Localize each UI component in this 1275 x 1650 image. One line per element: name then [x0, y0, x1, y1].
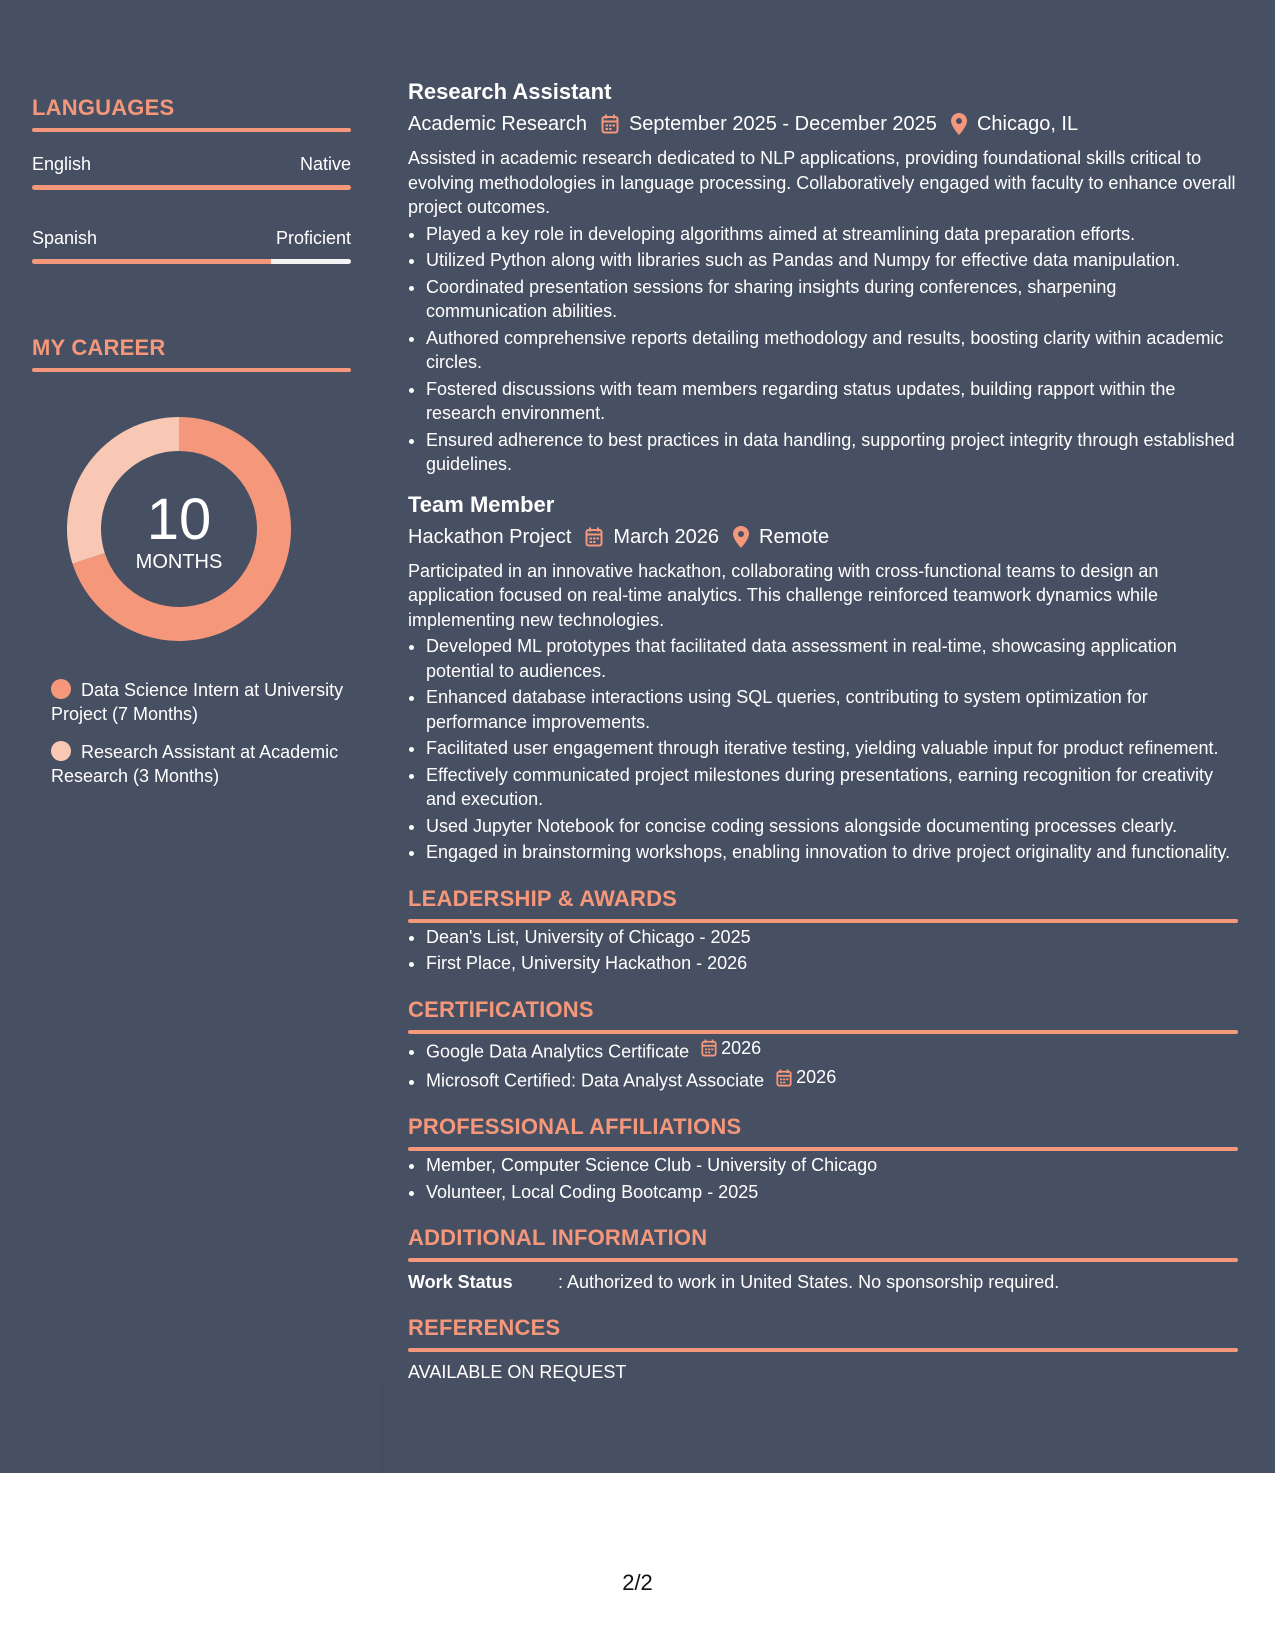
- leadership-section: [408, 885, 1238, 976]
- calendar-icon: [585, 527, 603, 547]
- language-item: [32, 226, 351, 264]
- job-location: Remote: [759, 525, 830, 548]
- list-item: • Played a key role in developing algorithms aimed at streamlining data preparation efforts.: [426, 222, 1238, 247]
- job-bullets: [408, 222, 1238, 477]
- job-title: Team Member: [408, 491, 555, 517]
- career-total: 10: [146, 487, 212, 552]
- list-item: • Effectively communicated project milestones during presentations, earning recognition for creativity and execution.: [426, 763, 1238, 812]
- list-item: [426, 1065, 1238, 1093]
- left-column: [32, 94, 351, 788]
- section-title: PROFESSIONAL AFFILIATIONS: [408, 1114, 742, 1139]
- job-description: Assisted in academic research dedicated to NLP applications, providing foundational skills critical to evolving methodologies in language processing. Collaboratively engaged with faculty to enhance overall project outcomes.: [408, 148, 1236, 217]
- location-pin-icon: [733, 526, 749, 548]
- section-rule: [408, 1348, 1238, 1352]
- language-bar: [32, 185, 351, 190]
- references-section: [408, 1314, 1238, 1384]
- language-item: [32, 152, 351, 190]
- legend-label: Research Assistant at Academic Research (3 Months): [51, 742, 339, 786]
- work-status-row: [408, 1270, 1238, 1294]
- list-item: [426, 1036, 1238, 1064]
- job-description: Participated in an innovative hackathon, collaborating with cross-functional teams to design an application focused on real-time analytics. This challenge reinforced teamwork dynamics while implementing new technologies.: [408, 560, 1159, 630]
- list-item: • First Place, University Hackathon - 2026: [426, 951, 1238, 976]
- certifications-list: [408, 1036, 1238, 1094]
- affiliations-section: [408, 1113, 1238, 1204]
- list-item: • Coordinated presentation sessions for sharing insights during conferences, sharpening communication abilities.: [426, 275, 1238, 324]
- page-number: 2/2: [622, 1570, 653, 1595]
- job-bullets: [408, 634, 1238, 865]
- certifications-section: [408, 996, 1238, 1094]
- list-item: • Facilitated user engagement through iterative testing, yielding valuable input for product refinement.: [426, 736, 1238, 761]
- language-name: English: [32, 154, 92, 174]
- job-meta: [408, 110, 1238, 138]
- section-rule: [408, 1147, 1238, 1151]
- language-bar-fill: [32, 259, 271, 264]
- job-entry: [408, 491, 1238, 865]
- location-pin-icon: [951, 113, 967, 135]
- language-bar: [32, 259, 351, 264]
- calendar-icon: [701, 1039, 717, 1057]
- legend-dot: [51, 741, 71, 761]
- list-item: • Ensured adherence to best practices in data handling, supporting project integrity through established guidelines.: [426, 428, 1238, 477]
- language-name: Spanish: [32, 228, 98, 248]
- job-org: Academic Research: [408, 113, 587, 135]
- calendar-icon: [776, 1069, 792, 1087]
- language-level: Proficient: [275, 228, 351, 248]
- section-title: REFERENCES: [408, 1315, 561, 1340]
- additional-section: [408, 1224, 1238, 1294]
- column-divider: [382, 1380, 383, 1473]
- list-item: • Authored comprehensive reports detailing methodology and results, boosting clarity within academic circles.: [426, 326, 1238, 375]
- language-level: Native: [299, 154, 351, 174]
- cert-year: 2026: [721, 1037, 762, 1058]
- list-item: • Dean's List, University of Chicago - 2025: [426, 925, 1238, 950]
- languages-section: [32, 94, 351, 264]
- right-column: [408, 78, 1238, 1384]
- list-item: • Enhanced database interactions using SQL queries, contributing to system optimization for performance improvements.: [426, 685, 1238, 734]
- work-status-label: Work Status: [408, 1272, 513, 1292]
- legend-dot: [51, 679, 71, 699]
- cert-year: 2026: [796, 1067, 837, 1088]
- section-rule: [32, 128, 351, 132]
- job-location: Chicago, IL: [976, 113, 1079, 135]
- job-entry: [408, 78, 1238, 477]
- list-item: • Volunteer, Local Coding Bootcamp - 2025: [426, 1180, 1238, 1205]
- references-text: AVAILABLE ON REQUEST: [408, 1362, 627, 1382]
- career-donut-chart: [66, 416, 292, 642]
- list-item: • Used Jupyter Notebook for concise coding sessions alongside documenting processes clearly.: [426, 814, 1238, 839]
- languages-title: LANGUAGES: [32, 95, 175, 120]
- career-unit: MONTHS: [135, 551, 223, 573]
- section-title: CERTIFICATIONS: [408, 996, 594, 1022]
- section-rule: [408, 1030, 1238, 1034]
- section-rule: [32, 368, 351, 372]
- cert-name: Microsoft Certified: Data Analyst Associate: [426, 1070, 765, 1091]
- cert-name: Google Data Analytics Certificate: [426, 1040, 690, 1061]
- list-item: • Engaged in brainstorming workshops, enabling innovation to drive project originality and functionality.: [426, 840, 1238, 865]
- section-rule: [408, 1258, 1238, 1262]
- list-item: • Utilized Python along with libraries such as Pandas and Numpy for effective data manipulation.: [426, 248, 1238, 273]
- legend-item: [51, 740, 351, 788]
- list-item: • Member, Computer Science Club - University of Chicago: [426, 1153, 1238, 1178]
- leadership-list: [408, 925, 1238, 976]
- legend-item: [51, 678, 351, 726]
- job-dates: September 2025 - December 2025: [628, 113, 937, 135]
- section-title: LEADERSHIP & AWARDS: [408, 885, 678, 911]
- list-item: • Fostered discussions with team members regarding status updates, building rapport within the research environment.: [426, 377, 1238, 426]
- job-org: Hackathon Project: [408, 525, 572, 548]
- section-title: ADDITIONAL INFORMATION: [408, 1225, 708, 1250]
- job-meta: [408, 523, 1238, 551]
- work-status-value: : Authorized to work in United States. No sponsorship required.: [558, 1272, 1060, 1292]
- job-dates: March 2026: [613, 525, 720, 548]
- job-title: Research Assistant: [408, 79, 612, 104]
- career-title: MY CAREER: [32, 335, 166, 360]
- section-rule: [408, 919, 1238, 923]
- career-section: [32, 334, 351, 788]
- career-legend: [51, 678, 351, 788]
- legend-label: Data Science Intern at University Project (7 Months): [51, 680, 344, 724]
- calendar-icon: [601, 114, 619, 134]
- list-item: • Developed ML prototypes that facilitated data assessment in real-time, showcasing application potential to audiences.: [426, 634, 1238, 683]
- affiliations-list: [408, 1153, 1238, 1204]
- language-bar-fill: [32, 185, 351, 190]
